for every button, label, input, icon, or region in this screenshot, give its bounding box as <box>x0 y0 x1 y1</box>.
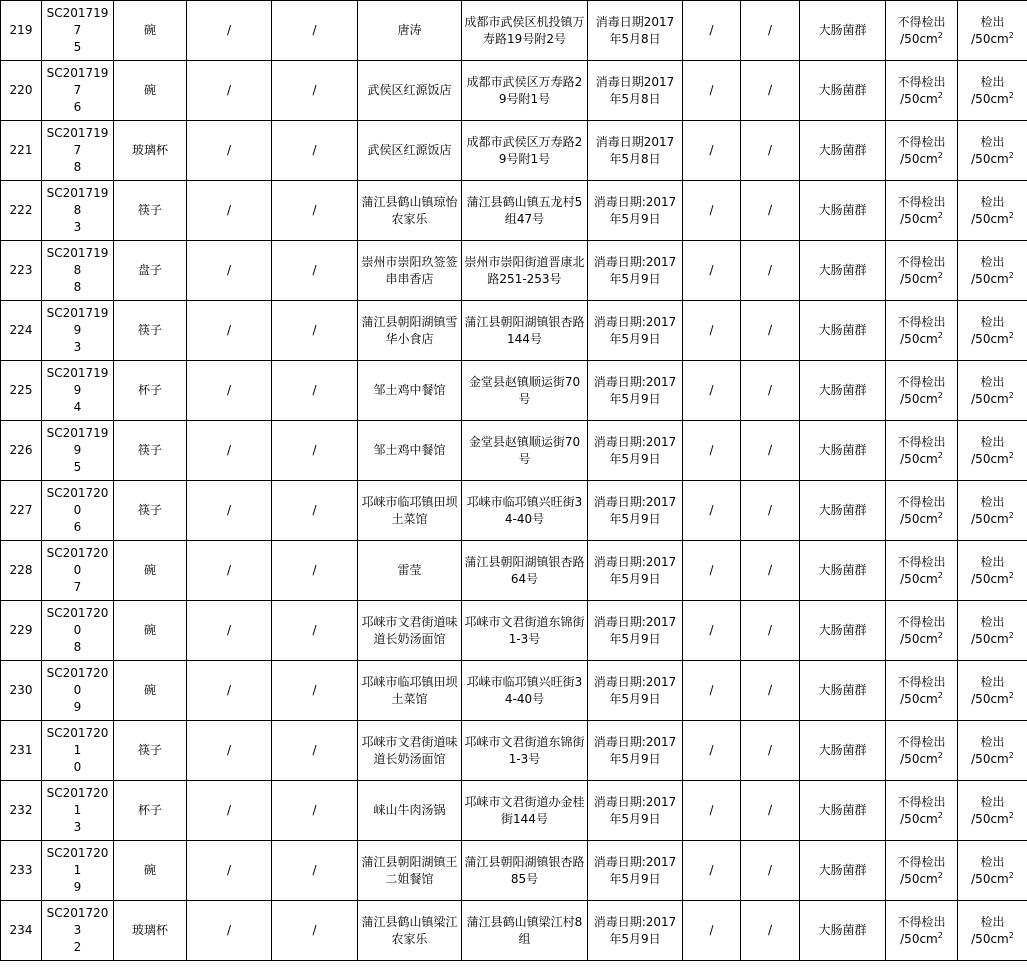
address-cell: 邛崃市文君街道东锦街1-3号 <box>462 601 588 661</box>
slash-cell: / <box>272 361 358 421</box>
row-number-cell: 230 <box>1 661 42 721</box>
result-cell: 检出 $/50cm^2$ <box>958 241 1027 301</box>
table-body <box>1 1 1027 961</box>
result-value: 检出 <box>980 734 1005 749</box>
slash-cell: / <box>272 481 358 541</box>
table-row <box>1 1 1027 61</box>
address-cell: 崇州市崇阳街道晋康北路251-253号 <box>462 241 588 301</box>
business-name-cell: 邹土鸡中餐馆 <box>358 421 462 481</box>
disinfection-date-cell: 消毒日期:2017年5月9日 <box>588 541 683 601</box>
result-cell: 检出 $/50cm^2$ <box>958 361 1027 421</box>
slash-cell: / <box>741 61 800 121</box>
tableware-cell: 碗 <box>114 841 187 901</box>
test-item-cell: 大肠菌群 <box>800 301 886 361</box>
address-cell: 邛崃市文君街道办金桂街144号 <box>462 781 588 841</box>
sample-code-cell: SC2017199 3 <box>42 301 114 361</box>
sample-code-cell: SC2017200 7 <box>42 541 114 601</box>
table-row <box>1 481 1027 541</box>
result-unit: /50cm <box>971 571 1009 586</box>
disinfection-date-cell: 消毒日期:2017年5月9日 <box>588 241 683 301</box>
result-value: 检出 <box>980 614 1005 629</box>
row-number-cell: 220 <box>1 61 42 121</box>
address-cell: 成都市武侯区万寿路29号附1号 <box>462 61 588 121</box>
result-cell: 检出 $/50cm^2$ <box>958 541 1027 601</box>
address-cell: 邛崃市临邛镇兴旺街34-40号 <box>462 661 588 721</box>
table-row <box>1 361 1027 421</box>
standard-cell: 不得检出 $/50cm^2$ <box>886 721 958 781</box>
result-cell: 检出 $/50cm^2$ <box>958 781 1027 841</box>
slash-cell: / <box>683 361 741 421</box>
row-number-cell: 226 <box>1 421 42 481</box>
slash-cell: / <box>272 781 358 841</box>
standard-unit: /50cm <box>900 871 938 886</box>
slash-cell: / <box>187 841 272 901</box>
result-value: 检出 <box>980 674 1005 689</box>
standard-cell: 不得检出 $/50cm^2$ <box>886 481 958 541</box>
slash-cell: / <box>187 121 272 181</box>
slash-cell: / <box>272 301 358 361</box>
standard-unit: /50cm <box>900 31 938 46</box>
result-cell: 检出 $/50cm^2$ <box>958 1 1027 61</box>
tableware-cell: 碗 <box>114 601 187 661</box>
sample-code-cell: SC2017200 8 <box>42 601 114 661</box>
slash-cell: / <box>683 601 741 661</box>
standard-value: 不得检出 <box>897 134 946 149</box>
disinfection-date-cell: 消毒日期:2017年5月9日 <box>588 601 683 661</box>
test-item-cell: 大肠菌群 <box>800 361 886 421</box>
standard-value: 不得检出 <box>897 314 946 329</box>
row-number-cell: 219 <box>1 1 42 61</box>
business-name-cell: 邛崃市临邛镇田坝土菜馆 <box>358 661 462 721</box>
result-cell: 检出 $/50cm^2$ <box>958 721 1027 781</box>
result-unit: /50cm <box>971 931 1009 946</box>
result-cell: 检出 $/50cm^2$ <box>958 121 1027 181</box>
result-cell: 检出 $/50cm^2$ <box>958 421 1027 481</box>
tableware-cell: 筷子 <box>114 181 187 241</box>
test-item-cell: 大肠菌群 <box>800 181 886 241</box>
tableware-cell: 杯子 <box>114 781 187 841</box>
slash-cell: / <box>683 181 741 241</box>
standard-value: 不得检出 <box>897 794 946 809</box>
standard-cell: 不得检出 $/50cm^2$ <box>886 1 958 61</box>
slash-cell: / <box>187 661 272 721</box>
standard-unit: /50cm <box>900 91 938 106</box>
result-unit: /50cm <box>971 751 1009 766</box>
slash-cell: / <box>272 721 358 781</box>
result-cell: 检出 $/50cm^2$ <box>958 301 1027 361</box>
test-item-cell: 大肠菌群 <box>800 781 886 841</box>
standard-cell: 不得检出 $/50cm^2$ <box>886 181 958 241</box>
slash-cell: / <box>683 481 741 541</box>
result-cell: 检出 $/50cm^2$ <box>958 181 1027 241</box>
address-cell: 蒲江县朝阳湖镇银杏路64号 <box>462 541 588 601</box>
result-unit: /50cm <box>971 631 1009 646</box>
standard-unit: /50cm <box>900 451 938 466</box>
table-row <box>1 841 1027 901</box>
business-name-cell: 邹土鸡中餐馆 <box>358 361 462 421</box>
disinfection-date-cell: 消毒日期:2017年5月9日 <box>588 661 683 721</box>
result-unit: /50cm <box>971 511 1009 526</box>
test-item-cell: 大肠菌群 <box>800 121 886 181</box>
business-name-cell: 蒲江县朝阳湖镇王二姐餐馆 <box>358 841 462 901</box>
business-name-cell: 武侯区红源饭店 <box>358 61 462 121</box>
standard-cell: 不得检出 $/50cm^2$ <box>886 421 958 481</box>
test-item-cell: 大肠菌群 <box>800 721 886 781</box>
slash-cell: / <box>741 601 800 661</box>
result-unit: /50cm <box>971 391 1009 406</box>
slash-cell: / <box>741 841 800 901</box>
slash-cell: / <box>683 121 741 181</box>
standard-value: 不得检出 <box>897 494 946 509</box>
result-cell: 检出 $/50cm^2$ <box>958 661 1027 721</box>
standard-unit: /50cm <box>900 811 938 826</box>
slash-cell: / <box>741 181 800 241</box>
table-row <box>1 121 1027 181</box>
result-unit: /50cm <box>971 811 1009 826</box>
test-item-cell: 大肠菌群 <box>800 541 886 601</box>
test-item-cell: 大肠菌群 <box>800 1 886 61</box>
standard-value: 不得检出 <box>897 74 946 89</box>
address-cell: 邛崃市文君街道东锦街1-3号 <box>462 721 588 781</box>
slash-cell: / <box>272 181 358 241</box>
table-row <box>1 541 1027 601</box>
tableware-cell: 筷子 <box>114 481 187 541</box>
address-cell: 邛崃市临邛镇兴旺街34-40号 <box>462 481 588 541</box>
standard-cell: 不得检出 $/50cm^2$ <box>886 901 958 961</box>
slash-cell: / <box>272 841 358 901</box>
slash-cell: / <box>272 421 358 481</box>
test-item-cell: 大肠菌群 <box>800 841 886 901</box>
tableware-cell: 碗 <box>114 661 187 721</box>
result-unit: /50cm <box>971 151 1009 166</box>
slash-cell: / <box>683 61 741 121</box>
business-name-cell: 蒲江县鹤山镇琼怡农家乐 <box>358 181 462 241</box>
tableware-cell: 玻璃杯 <box>114 121 187 181</box>
result-value: 检出 <box>980 914 1005 929</box>
slash-cell: / <box>741 421 800 481</box>
slash-cell: / <box>187 601 272 661</box>
standard-unit: /50cm <box>900 631 938 646</box>
slash-cell: / <box>683 301 741 361</box>
slash-cell: / <box>272 541 358 601</box>
result-unit: /50cm <box>971 91 1009 106</box>
slash-cell: / <box>683 241 741 301</box>
sample-code-cell: SC2017201 9 <box>42 841 114 901</box>
slash-cell: / <box>272 241 358 301</box>
tableware-cell: 筷子 <box>114 421 187 481</box>
result-cell: 检出 $/50cm^2$ <box>958 481 1027 541</box>
slash-cell: / <box>187 61 272 121</box>
result-value: 检出 <box>980 374 1005 389</box>
result-value: 检出 <box>980 794 1005 809</box>
standard-unit: /50cm <box>900 511 938 526</box>
slash-cell: / <box>683 841 741 901</box>
slash-cell: / <box>187 301 272 361</box>
test-item-cell: 大肠菌群 <box>800 241 886 301</box>
table-row <box>1 301 1027 361</box>
sample-code-cell: SC2017203 2 <box>42 901 114 961</box>
slash-cell: / <box>272 901 358 961</box>
result-unit: /50cm <box>971 331 1009 346</box>
slash-cell: / <box>272 1 358 61</box>
result-unit: /50cm <box>971 271 1009 286</box>
tableware-cell: 盘子 <box>114 241 187 301</box>
slash-cell: / <box>741 541 800 601</box>
table-row <box>1 901 1027 961</box>
row-number-cell: 227 <box>1 481 42 541</box>
result-value: 检出 <box>980 434 1005 449</box>
slash-cell: / <box>272 661 358 721</box>
address-cell: 蒲江县鹤山镇梁江村8组 <box>462 901 588 961</box>
business-name-cell: 武侯区红源饭店 <box>358 121 462 181</box>
business-name-cell: 蒲江县鹤山镇梁江农家乐 <box>358 901 462 961</box>
row-number-cell: 228 <box>1 541 42 601</box>
slash-cell: / <box>272 61 358 121</box>
slash-cell: / <box>272 121 358 181</box>
slash-cell: / <box>187 241 272 301</box>
disinfection-date-cell: 消毒日期:2017年5月9日 <box>588 481 683 541</box>
slash-cell: / <box>187 181 272 241</box>
result-unit: /50cm <box>971 871 1009 886</box>
row-number-cell: 232 <box>1 781 42 841</box>
row-number-cell: 225 <box>1 361 42 421</box>
standard-value: 不得检出 <box>897 614 946 629</box>
disinfection-date-cell: 消毒日期2017年5月8日 <box>588 1 683 61</box>
table-row <box>1 781 1027 841</box>
disinfection-date-cell: 消毒日期:2017年5月9日 <box>588 901 683 961</box>
standard-value: 不得检出 <box>897 854 946 869</box>
table-row <box>1 421 1027 481</box>
slash-cell: / <box>187 481 272 541</box>
row-number-cell: 224 <box>1 301 42 361</box>
standard-value: 不得检出 <box>897 734 946 749</box>
row-number-cell: 233 <box>1 841 42 901</box>
business-name-cell: 唐涛 <box>358 1 462 61</box>
standard-value: 不得检出 <box>897 194 946 209</box>
sample-code-cell: SC2017201 3 <box>42 781 114 841</box>
standard-value: 不得检出 <box>897 374 946 389</box>
table-row <box>1 181 1027 241</box>
table-row <box>1 661 1027 721</box>
result-unit: /50cm <box>971 691 1009 706</box>
slash-cell: / <box>741 721 800 781</box>
disinfection-date-cell: 消毒日期:2017年5月9日 <box>588 841 683 901</box>
standard-unit: /50cm <box>900 571 938 586</box>
result-value: 检出 <box>980 854 1005 869</box>
tableware-cell: 杯子 <box>114 361 187 421</box>
slash-cell: / <box>683 541 741 601</box>
slash-cell: / <box>741 121 800 181</box>
test-item-cell: 大肠菌群 <box>800 421 886 481</box>
standard-cell: 不得检出 $/50cm^2$ <box>886 601 958 661</box>
disinfection-date-cell: 消毒日期:2017年5月9日 <box>588 301 683 361</box>
slash-cell: / <box>187 361 272 421</box>
test-item-cell: 大肠菌群 <box>800 901 886 961</box>
result-value: 检出 <box>980 194 1005 209</box>
test-item-cell: 大肠菌群 <box>800 61 886 121</box>
sample-code-cell: SC2017201 0 <box>42 721 114 781</box>
disinfection-date-cell: 消毒日期2017年5月8日 <box>588 61 683 121</box>
result-unit: /50cm <box>971 31 1009 46</box>
result-value: 检出 <box>980 314 1005 329</box>
disinfection-date-cell: 消毒日期:2017年5月9日 <box>588 421 683 481</box>
disinfection-date-cell: 消毒日期2017年5月8日 <box>588 121 683 181</box>
result-value: 检出 <box>980 74 1005 89</box>
slash-cell: / <box>741 241 800 301</box>
sample-code-cell: SC2017200 6 <box>42 481 114 541</box>
slash-cell: / <box>741 481 800 541</box>
result-unit: /50cm <box>971 211 1009 226</box>
business-name-cell: 崇州市崇阳玖签签串串香店 <box>358 241 462 301</box>
address-cell: 蒲江县鹤山镇五龙村5组47号 <box>462 181 588 241</box>
standard-cell: 不得检出 $/50cm^2$ <box>886 61 958 121</box>
result-unit: /50cm <box>971 451 1009 466</box>
tableware-cell: 玻璃杯 <box>114 901 187 961</box>
result-value: 检出 <box>980 554 1005 569</box>
result-value: 检出 <box>980 494 1005 509</box>
address-cell: 金堂县赵镇顺运街70号 <box>462 361 588 421</box>
slash-cell: / <box>683 661 741 721</box>
disinfection-date-cell: 消毒日期:2017年5月9日 <box>588 781 683 841</box>
standard-cell: 不得检出 $/50cm^2$ <box>886 121 958 181</box>
standard-cell: 不得检出 $/50cm^2$ <box>886 301 958 361</box>
table-row <box>1 721 1027 781</box>
business-name-cell: 邛崃市文君街道味道长奶汤面馆 <box>358 601 462 661</box>
address-cell: 成都市武侯区机投镇万寿路19号附2号 <box>462 1 588 61</box>
row-number-cell: 229 <box>1 601 42 661</box>
slash-cell: / <box>187 901 272 961</box>
standard-unit: /50cm <box>900 271 938 286</box>
slash-cell: / <box>187 1 272 61</box>
result-cell: 检出 $/50cm^2$ <box>958 841 1027 901</box>
address-cell: 蒲江县朝阳湖镇银杏路144号 <box>462 301 588 361</box>
business-name-cell: 雷莹 <box>358 541 462 601</box>
table-row <box>1 241 1027 301</box>
tableware-cell: 碗 <box>114 1 187 61</box>
result-cell: 检出 $/50cm^2$ <box>958 901 1027 961</box>
disinfection-date-cell: 消毒日期:2017年5月9日 <box>588 361 683 421</box>
result-value: 检出 <box>980 254 1005 269</box>
result-value: 检出 <box>980 134 1005 149</box>
result-value: 检出 <box>980 14 1005 29</box>
slash-cell: / <box>683 721 741 781</box>
slash-cell: / <box>187 421 272 481</box>
disinfection-date-cell: 消毒日期:2017年5月9日 <box>588 721 683 781</box>
standard-value: 不得检出 <box>897 914 946 929</box>
standard-unit: /50cm <box>900 691 938 706</box>
standard-unit: /50cm <box>900 391 938 406</box>
standard-unit: /50cm <box>900 331 938 346</box>
slash-cell: / <box>741 901 800 961</box>
slash-cell: / <box>683 781 741 841</box>
slash-cell: / <box>187 721 272 781</box>
sample-code-cell: SC2017200 9 <box>42 661 114 721</box>
test-item-cell: 大肠菌群 <box>800 601 886 661</box>
tableware-cell: 筷子 <box>114 721 187 781</box>
slash-cell: / <box>741 661 800 721</box>
test-item-cell: 大肠菌群 <box>800 661 886 721</box>
standard-cell: 不得检出 $/50cm^2$ <box>886 661 958 721</box>
slash-cell: / <box>741 781 800 841</box>
business-name-cell: 邛崃市临邛镇田坝土菜馆 <box>358 481 462 541</box>
standard-value: 不得检出 <box>897 554 946 569</box>
slash-cell: / <box>187 781 272 841</box>
standard-unit: /50cm <box>900 151 938 166</box>
disinfection-date-cell: 消毒日期:2017年5月9日 <box>588 181 683 241</box>
standard-value: 不得检出 <box>897 14 946 29</box>
slash-cell: / <box>272 601 358 661</box>
slash-cell: / <box>187 541 272 601</box>
slash-cell: / <box>683 901 741 961</box>
address-cell: 蒲江县朝阳湖镇银杏路85号 <box>462 841 588 901</box>
sample-code-cell: SC2017197 5 <box>42 1 114 61</box>
tableware-cell: 碗 <box>114 541 187 601</box>
standard-value: 不得检出 <box>897 434 946 449</box>
table-row <box>1 61 1027 121</box>
standard-value: 不得检出 <box>897 254 946 269</box>
standard-cell: 不得检出 $/50cm^2$ <box>886 841 958 901</box>
row-number-cell: 223 <box>1 241 42 301</box>
slash-cell: / <box>683 421 741 481</box>
standard-cell: 不得检出 $/50cm^2$ <box>886 241 958 301</box>
result-cell: 检出 $/50cm^2$ <box>958 61 1027 121</box>
business-name-cell: 邛崃市文君街道味道长奶汤面馆 <box>358 721 462 781</box>
business-name-cell: 崃山牛肉汤锅 <box>358 781 462 841</box>
row-number-cell: 231 <box>1 721 42 781</box>
business-name-cell: 蒲江县朝阳湖镇雪华小食店 <box>358 301 462 361</box>
table-row <box>1 601 1027 661</box>
tableware-cell: 碗 <box>114 61 187 121</box>
address-cell: 金堂县赵镇顺运街70号 <box>462 421 588 481</box>
address-cell: 成都市武侯区万寿路29号附1号 <box>462 121 588 181</box>
sample-code-cell: SC2017197 8 <box>42 121 114 181</box>
sample-code-cell: SC2017198 3 <box>42 181 114 241</box>
slash-cell: / <box>741 361 800 421</box>
row-number-cell: 221 <box>1 121 42 181</box>
sample-code-cell: SC2017199 5 <box>42 421 114 481</box>
row-number-cell: 222 <box>1 181 42 241</box>
test-item-cell: 大肠菌群 <box>800 481 886 541</box>
sample-code-cell: SC2017199 4 <box>42 361 114 421</box>
slash-cell: / <box>741 301 800 361</box>
standard-value: 不得检出 <box>897 674 946 689</box>
standard-cell: 不得检出 $/50cm^2$ <box>886 541 958 601</box>
result-cell: 检出 $/50cm^2$ <box>958 601 1027 661</box>
standard-cell: 不得检出 $/50cm^2$ <box>886 361 958 421</box>
standard-unit: /50cm <box>900 751 938 766</box>
row-number-cell: 234 <box>1 901 42 961</box>
slash-cell: / <box>683 1 741 61</box>
standard-unit: /50cm <box>900 211 938 226</box>
standard-unit: /50cm <box>900 931 938 946</box>
standard-cell: 不得检出 $/50cm^2$ <box>886 781 958 841</box>
sample-code-cell: SC2017197 6 <box>42 61 114 121</box>
tableware-cell: 筷子 <box>114 301 187 361</box>
sample-code-cell: SC2017198 8 <box>42 241 114 301</box>
slash-cell: / <box>741 1 800 61</box>
